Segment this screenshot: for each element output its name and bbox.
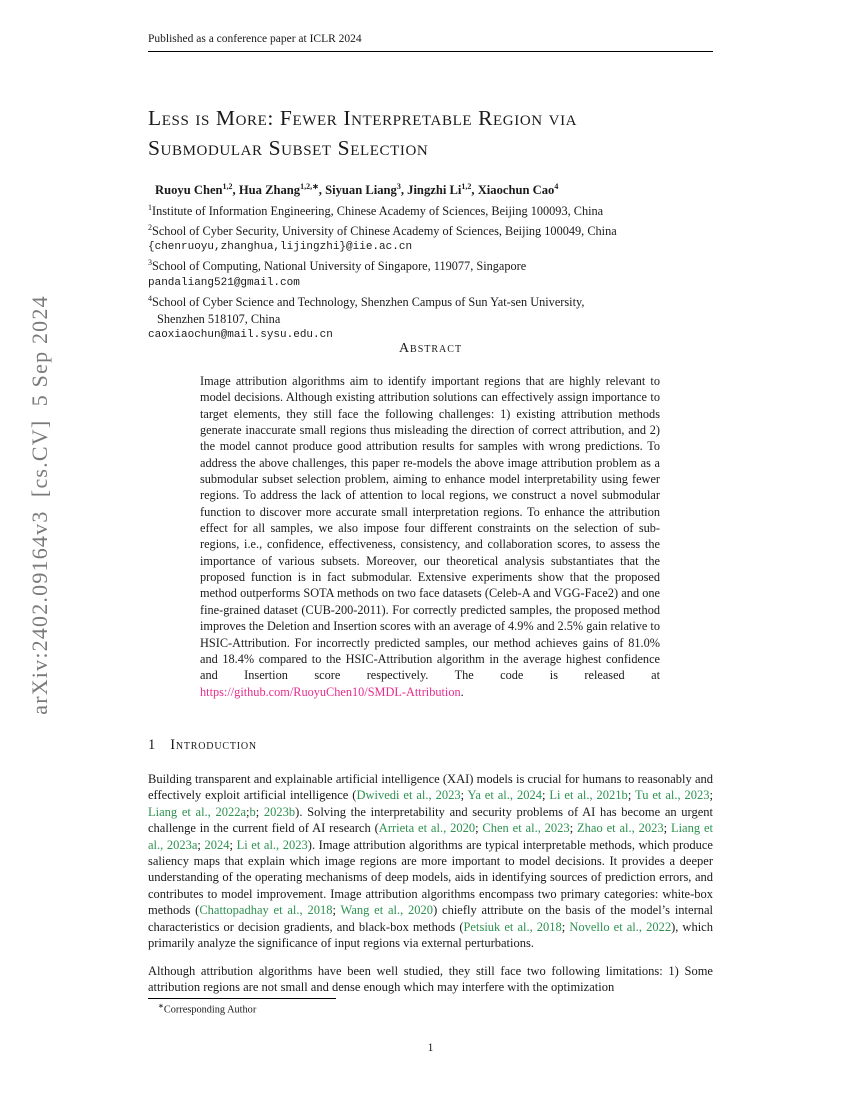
citation-link[interactable]: Ya et al., 2024 [467, 788, 542, 803]
abstract-body [200, 373, 660, 700]
author-name: Hua Zhang [238, 183, 301, 198]
author-name: Jingzhi Li [407, 183, 462, 198]
text-run: ; [229, 837, 237, 852]
abstract-heading: Abstract [398, 341, 463, 356]
author-name: Ruoyu Chen [155, 183, 223, 198]
section-number: 1 [148, 737, 156, 753]
author-separator: , [232, 183, 239, 198]
author-name: Xiaochun Cao [477, 183, 555, 198]
author-separator: , [400, 183, 408, 198]
text-run: ; [627, 788, 635, 803]
author-name: Siyuan Liang [325, 183, 397, 198]
text-run: Building transparent and explainable artificial intelligence (XAI) models is crucial for humans to reasonably and effectively exploit artificial intelligence ( [148, 772, 713, 803]
text-run: ; [332, 903, 341, 918]
text-run: ). Image attribution algorithms are typical interpretable methods, which produce saliency maps that explain which image regions are more important to model decisions. It provides a deeper understanding of the operating mechanisms of deep models, aids in identifying sources of prediction errors, and contributes to model improvement. Image attribution algorithms encompass two primary categories: white-box methods ( [148, 837, 713, 918]
author [478, 183, 559, 197]
arxiv-watermark: arXiv:2402.09164v3 [cs.CV] 5 Sep 2024 [27, 295, 52, 715]
author-separator: , [471, 183, 478, 198]
text-run: Image attribution algorithms aim to identify important regions that are highly relevant to model decisions. Although existing attribution solutions can effectively assign importance to target elements, they still face the following challenges: 1) existing attribution methods generate inaccurate small regions thus misleading the direction of correct attribution, and 2) the model cannot produce good attribution results for samples with wrong predictions. To address the above challenges, this paper re-models the above image attribution problem as a submodular subset selection problem, aiming to enhance model interpretability using fewer regions. To address the lack of attention to local regions, we construct a novel submodular function to discover more accurate small interpretation regions. To enhance the attribution effect for all samples, we also impose four different constraints on the selection of sub-regions, i.e., confidence, effectiveness, consistency, and collaboration scores, to assess the importance of various subsets. Moreover, our theoretical analysis substantiates that the proposed function is in fact submodular. Extensive experiments show that the proposed method outperforms SOTA methods on two face datasets (Celeb-A and VGG-Face2) and one fine-grained dataset (CUB-200-2011). For correctly predicted samples, the proposed method improves the Deletion and Insertion scores with an average of 4.9% and 2.5% gain relative to HSIC-Attribution. For incorrectly predicted samples, our method achieves gains of 81.0% and 18.4% compared to the HSIC-Attribution algorithm in the average highest confidence and Insertion score respectively. The code is released at [200, 374, 660, 683]
author-separator: , [318, 183, 326, 198]
citation-link[interactable]: Petsiuk et al., 2018 [463, 919, 562, 934]
citation-link[interactable]: Arrieta et al., 2020 [378, 821, 476, 836]
text-run: ), which primarily analyze the significance of input regions via external perturbations. [148, 919, 713, 951]
author [407, 183, 478, 197]
intro-paragraph-2 [148, 963, 713, 996]
affiliation-text: Shenzhen 518107, China [157, 311, 281, 326]
text-run: ; [541, 788, 550, 803]
author [155, 183, 239, 197]
affiliation-line [148, 291, 713, 311]
citation-link[interactable]: Dwivedi et al., 2023 [356, 788, 461, 803]
affiliation-line [148, 255, 713, 275]
text-run: ; [197, 837, 205, 852]
citation-link[interactable]: Novello et al., 2022 [569, 919, 672, 934]
text-run: ). Solving the interpretability and security problems of AI has become an urgent challenge in the current field of AI research ( [148, 804, 714, 836]
citation-link[interactable]: Li et al., 2023 [236, 837, 308, 852]
affiliation-marker: 1 [148, 203, 152, 212]
author-affiliation-marker: 4 [554, 182, 559, 191]
citation-link[interactable]: Li et al., 2021b [549, 788, 628, 803]
author [239, 183, 325, 197]
affiliation-text: School of Computing, National University of Singapore, 119077, Singapore [152, 259, 527, 274]
affiliation-marker: 2 [148, 222, 152, 232]
affiliation-text: pandaliang521@gmail.com [148, 276, 300, 289]
affiliation-line [148, 200, 713, 220]
page-number: 1 [427, 1042, 434, 1054]
citation-link[interactable]: 2023b [263, 804, 296, 819]
author [325, 183, 407, 197]
affiliation-text: {chenruoyu,zhanghua,lijingzhi}@iie.ac.cn [148, 241, 413, 253]
running-header: Published as a conference paper at ICLR 2024 [148, 33, 713, 52]
footnote-label: Corresponding Author [163, 1004, 257, 1016]
text-run: ; [255, 804, 264, 819]
affiliation-text: School of Cyber Science and Technology, Shenzhen Campus of Sun Yat-sen University, [152, 295, 585, 310]
footnote-text [148, 1002, 713, 1015]
text-run: ; [246, 804, 250, 819]
citation-link[interactable]: 2024 [204, 837, 230, 852]
paper-title-line-1: Less is More: Fewer Interpretable Region via [148, 106, 578, 130]
citation-link[interactable]: Tu et al., 2023 [635, 788, 710, 803]
citation-link[interactable]: Wang et al., 2020 [340, 903, 434, 918]
text-run: ; [561, 919, 570, 934]
citation-link[interactable]: Liang et al., 2023a [148, 821, 713, 852]
affiliation-list [148, 200, 713, 344]
affiliation-line [148, 275, 713, 291]
paper-title [148, 103, 713, 163]
text-run: Although attribution algorithms have been well studied, they still face two following limitations: 1) Some attribution regions are not small and dense enough which may interfere with the optimization [148, 964, 713, 995]
citation-link[interactable]: b [249, 804, 256, 819]
affiliation-text: Institute of Information Engineering, Chinese Academy of Sciences, Beijing 100093, China [152, 204, 604, 219]
text-run: ; [475, 821, 483, 836]
paper-title-line-2: Submodular Subset Selection [148, 136, 429, 160]
affiliation-text: caoxiaochun@mail.sysu.edu.cn [148, 329, 333, 342]
citation-link[interactable]: Chen et al., 2023 [482, 821, 570, 836]
footnote-marker: ∗ [158, 1002, 164, 1010]
text-run: ; [709, 788, 714, 803]
affiliation-line [148, 239, 713, 255]
citation-link[interactable]: Chattopadhay et al., 2018 [199, 903, 333, 918]
citation-link[interactable]: Liang et al., 2022a [148, 804, 247, 819]
section-heading-introduction [148, 737, 257, 754]
text-run: ; [460, 788, 468, 803]
author-affiliation-marker: 1,2 [222, 182, 233, 191]
affiliation-text: School of Cyber Security, University of Chinese Academy of Sciences, Beijing 100049, China [152, 223, 617, 238]
text-run: ; [569, 821, 578, 836]
affiliation-marker: 4 [148, 294, 152, 304]
affiliation-marker: 3 [148, 258, 152, 268]
footnote-rule [148, 998, 336, 999]
external-link[interactable]: https://github.com/RuoyuChen10/SMDL-Attribution [200, 684, 461, 699]
author-affiliation-marker: 1,2 [461, 182, 472, 191]
text-run: ) chiefly attribute on the basis of the model’s internal characteristics or decision gradients, and black-box methods ( [148, 903, 713, 934]
citation-link[interactable]: Zhao et al., 2023 [577, 821, 664, 836]
author-list [148, 182, 720, 198]
text-run: . [460, 684, 464, 699]
text-run: ; [663, 821, 671, 836]
author-affiliation-marker: 1,2,∗ [300, 182, 319, 191]
section-title: Introduction [170, 737, 257, 753]
intro-paragraph-1 [148, 771, 713, 951]
affiliation-line [148, 220, 713, 240]
affiliation-line [148, 311, 713, 327]
footnote [148, 998, 713, 1015]
author-affiliation-marker: 3 [396, 182, 401, 191]
abstract-section [148, 341, 713, 700]
